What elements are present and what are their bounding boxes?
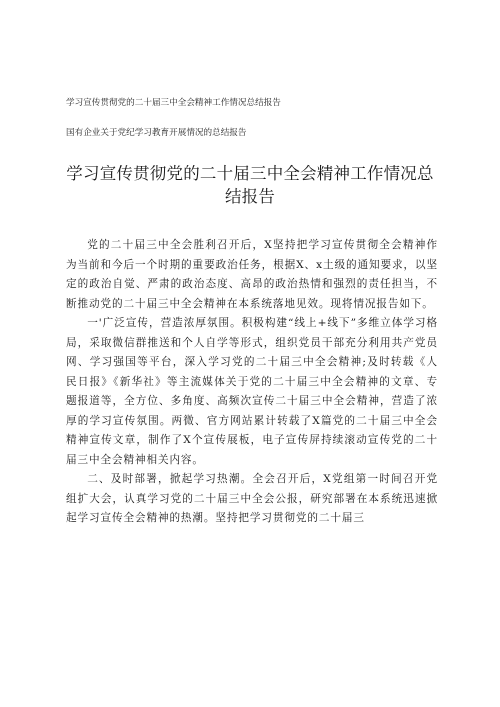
body-paragraph: 党的二十届三中全会胜利召开后，X坚持把学习宣传贯彻全会精神作为当前和今后一个时期的重要政治任务，根据X、x土级的通知要求，以坚定的政治自觉、严肃的政治态度、高昂的政治热情和强烈的责任担当，不断推动党的二十届三中全会精神在本系统落地见效。现将情况报告如下。 xyxy=(66,239,438,310)
related-title-link[interactable]: 学习宣传贯彻党的二十届三中全会精神工作情况总结报告 xyxy=(66,98,281,108)
related-titles-list xyxy=(66,97,446,157)
body-paragraph: 二、及时部署，掀起学习热潮。全会召开后，X党组第一时间召开党组扩大会，认真学习党的二十届三中全会公报，研究部署在本系统迅速掀起学习宣传全会精神的热潮。坚持把学习贯彻党的二十届三 xyxy=(66,473,438,524)
body-paragraph: 一'广泛宣传，营造浓厚氛围。积极构建“线上+线下”多维立体学习格局，采取微信群推送和个人自学等形式，组织党员干部充分利用共产党员网、学习强国等平台，深入学习党的二十届三中全会精神;及时转载《人民日报》《新华社》等主流媒体关于党的二十届三中全会精神的文章、专题报道等，全方位、多角度、高频次宣传二十届三中全会精神，营造了浓厚的学习宣传氛围。两微、官方网站累计转载了X篇党的二十届三中全会精神宣传文章，制作了X个宣传展板，电子宣传屏持续滚动宣传党的二十届三中全会精神相关内容。 xyxy=(66,317,438,466)
related-title-link[interactable]: 国有企业关于党纪学习教育开展情况的总结报告 xyxy=(66,128,247,138)
document-body xyxy=(66,236,438,529)
document-title: 学习宣传贯彻党的二十届三中全会精神工作情况总结报告 xyxy=(66,164,434,206)
